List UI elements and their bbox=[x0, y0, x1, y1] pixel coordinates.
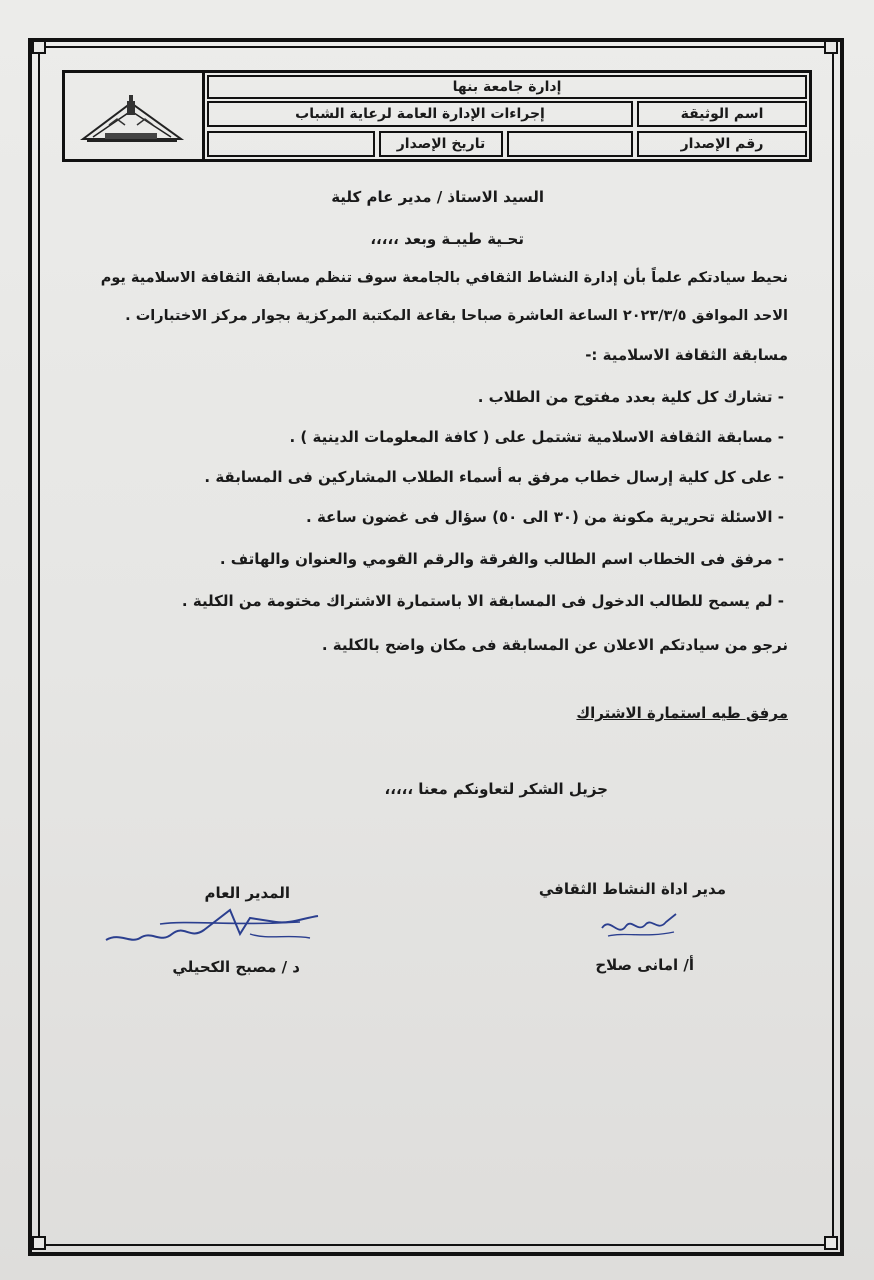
issue-date-label-cell bbox=[379, 131, 503, 157]
issue-date-value-cell bbox=[207, 131, 375, 157]
header-table bbox=[62, 70, 812, 162]
issue-number-label: رقم الإصدار bbox=[680, 136, 764, 152]
university-logo-icon bbox=[65, 73, 199, 159]
doc-name-label-cell bbox=[637, 101, 807, 127]
corner-ornament bbox=[824, 40, 838, 54]
thanks-line: جزيل الشكر لتعاونكم معنا ،،،،، bbox=[384, 780, 608, 798]
request-line: نرجو من سيادتكم الاعلان عن المسابقة فى مكان واضح بالكلية . bbox=[321, 636, 788, 654]
list-item: - لم يسمح للطالب الدخول فى المسابقة الا باستمارة الاشتراك مختومة من الكلية . bbox=[181, 592, 784, 610]
right-signer-name: أ/ امانى صلاح bbox=[595, 956, 694, 974]
corner-ornament bbox=[824, 1236, 838, 1250]
left-signature-icon bbox=[100, 904, 330, 954]
section-title: مسابقة الثقافة الاسلامية :- bbox=[585, 346, 788, 364]
right-signer-title: مدير اداة النشاط الثقافي bbox=[538, 880, 726, 898]
university-name: إدارة جامعة بنها bbox=[452, 79, 562, 95]
issue-number-value-cell bbox=[507, 131, 633, 157]
doc-name-value-cell bbox=[207, 101, 633, 127]
intro-line-1: نحيط سيادتكم علماً بأن إدارة النشاط الثقافي بالجامعة سوف تنظم مسابقة الثقافة الاسلامية يوم bbox=[100, 270, 788, 286]
intro-line-2: الاحد الموافق ٢٠٢٣/٣/٥ الساعة العاشرة صباحا بقاعة المكتبة المركزية بجوار مركز الاختبارات . bbox=[125, 308, 788, 324]
corner-ornament bbox=[32, 40, 46, 54]
left-signer-name: د / مصبح الكحيلي bbox=[172, 958, 300, 976]
list-item: - الاسئلة تحريرية مكونة من (٣٠ الى ٥٠) سؤال فى غضون ساعة . bbox=[306, 508, 784, 526]
university-name-cell bbox=[207, 75, 807, 99]
doc-name-label: اسم الوثيقة bbox=[680, 106, 764, 122]
left-signer-title: المدير العام bbox=[204, 884, 290, 902]
university-logo bbox=[65, 73, 205, 159]
list-item: - على كل كلية إرسال خطاب مرفق به أسماء الطلاب المشاركين فى المسابقة . bbox=[204, 468, 784, 486]
greeting: تحـية طيبـة وبعد ،،،،، bbox=[370, 230, 524, 248]
doc-name-value: إجراءات الإدارة العامة لرعاية الشباب bbox=[295, 106, 545, 122]
issue-number-label-cell bbox=[637, 131, 807, 157]
list-item: - مسابقة الثقافة الاسلامية تشتمل على ( كافة المعلومات الدينية ) . bbox=[289, 428, 784, 446]
right-signature-icon bbox=[596, 908, 686, 944]
corner-ornament bbox=[32, 1236, 46, 1250]
list-item: - مرفق فى الخطاب اسم الطالب والفرقة والرقم القومي والعنوان والهاتف . bbox=[219, 550, 784, 568]
list-item: - تشارك كل كلية بعدد مفتوح من الطلاب . bbox=[477, 388, 784, 406]
addressee: السيد الاستاذ / مدير عام كلية bbox=[331, 188, 544, 206]
attachment-note: مرفق طيه استمارة الاشتراك bbox=[576, 704, 788, 722]
issue-date-label: تاريخ الإصدار bbox=[396, 136, 486, 152]
